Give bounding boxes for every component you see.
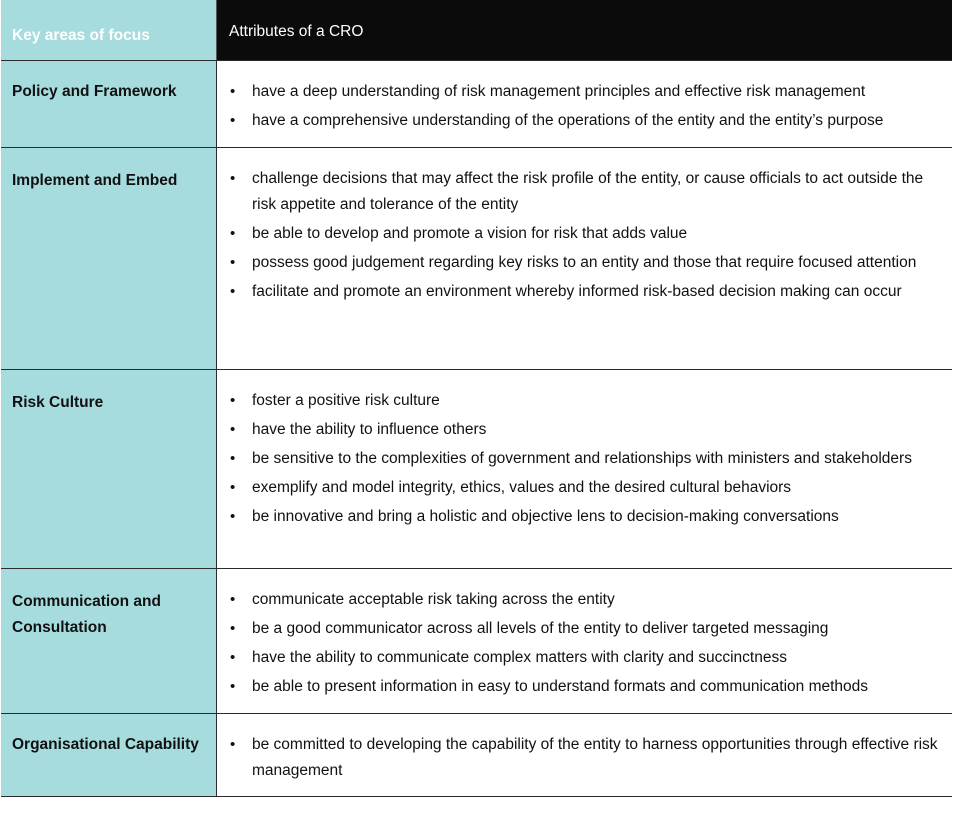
attribute-item: • exemplify and model integrity, ethics, values and the desired cultural behaviors <box>230 475 944 501</box>
attribute-item: • foster a positive risk culture <box>230 388 944 414</box>
attributes-list <box>230 79 944 134</box>
attributes-cell <box>217 61 952 147</box>
table-row <box>1 148 952 370</box>
table-row <box>1 370 952 569</box>
attributes-list <box>230 166 944 305</box>
header-attributes: Attributes of a CRO <box>229 23 364 40</box>
area-label: Implement and Embed <box>1 148 217 369</box>
attribute-item: • have a deep understanding of risk management principles and effective risk management <box>230 79 944 105</box>
area-label: Communication and Consultation <box>1 569 217 713</box>
attribute-item: • be committed to developing the capability of the entity to harness opportunities through effective risk management <box>230 732 944 784</box>
attributes-cell <box>217 148 952 369</box>
attributes-cell <box>217 370 952 568</box>
attribute-item: • possess good judgement regarding key risks to an entity and those that require focused attention <box>230 250 944 276</box>
attribute-item: • challenge decisions that may affect the risk profile of the entity, or cause officials to act outside the risk appetite and tolerance of the entity <box>230 166 944 218</box>
attribute-item: • be sensitive to the complexities of government and relationships with ministers and stakeholders <box>230 446 944 472</box>
attribute-item: • be able to present information in easy to understand formats and communication methods <box>230 674 944 700</box>
attribute-item: • communicate acceptable risk taking across the entity <box>230 587 944 613</box>
attributes-cell <box>217 569 952 713</box>
table-row <box>1 569 952 714</box>
attributes-list <box>230 388 944 530</box>
area-label: Policy and Framework <box>1 61 217 147</box>
attribute-item: • be innovative and bring a holistic and objective lens to decision-making conversations <box>230 504 944 530</box>
attribute-item: • have a comprehensive understanding of the operations of the entity and the entity’s purpose <box>230 108 944 134</box>
header-key-areas: Key areas of focus <box>1 0 217 60</box>
attributes-list <box>230 587 944 700</box>
attribute-item: • facilitate and promote an environment whereby informed risk-based decision making can occur <box>230 279 944 305</box>
area-label: Organisational Capability <box>1 714 217 796</box>
attributes-cell <box>217 714 952 796</box>
table-row <box>1 61 952 148</box>
attribute-item: • have the ability to communicate complex matters with clarity and succinctness <box>230 645 944 671</box>
attribute-item: • have the ability to influence others <box>230 417 944 443</box>
attributes-list <box>230 732 944 784</box>
table-row <box>1 714 952 797</box>
area-label: Risk Culture <box>1 370 217 568</box>
attribute-item: • be a good communicator across all levels of the entity to deliver targeted messaging <box>230 616 944 642</box>
table-header-row <box>1 0 952 61</box>
attribute-item: • be able to develop and promote a vision for risk that adds value <box>230 221 944 247</box>
cro-attributes-table <box>1 0 952 797</box>
